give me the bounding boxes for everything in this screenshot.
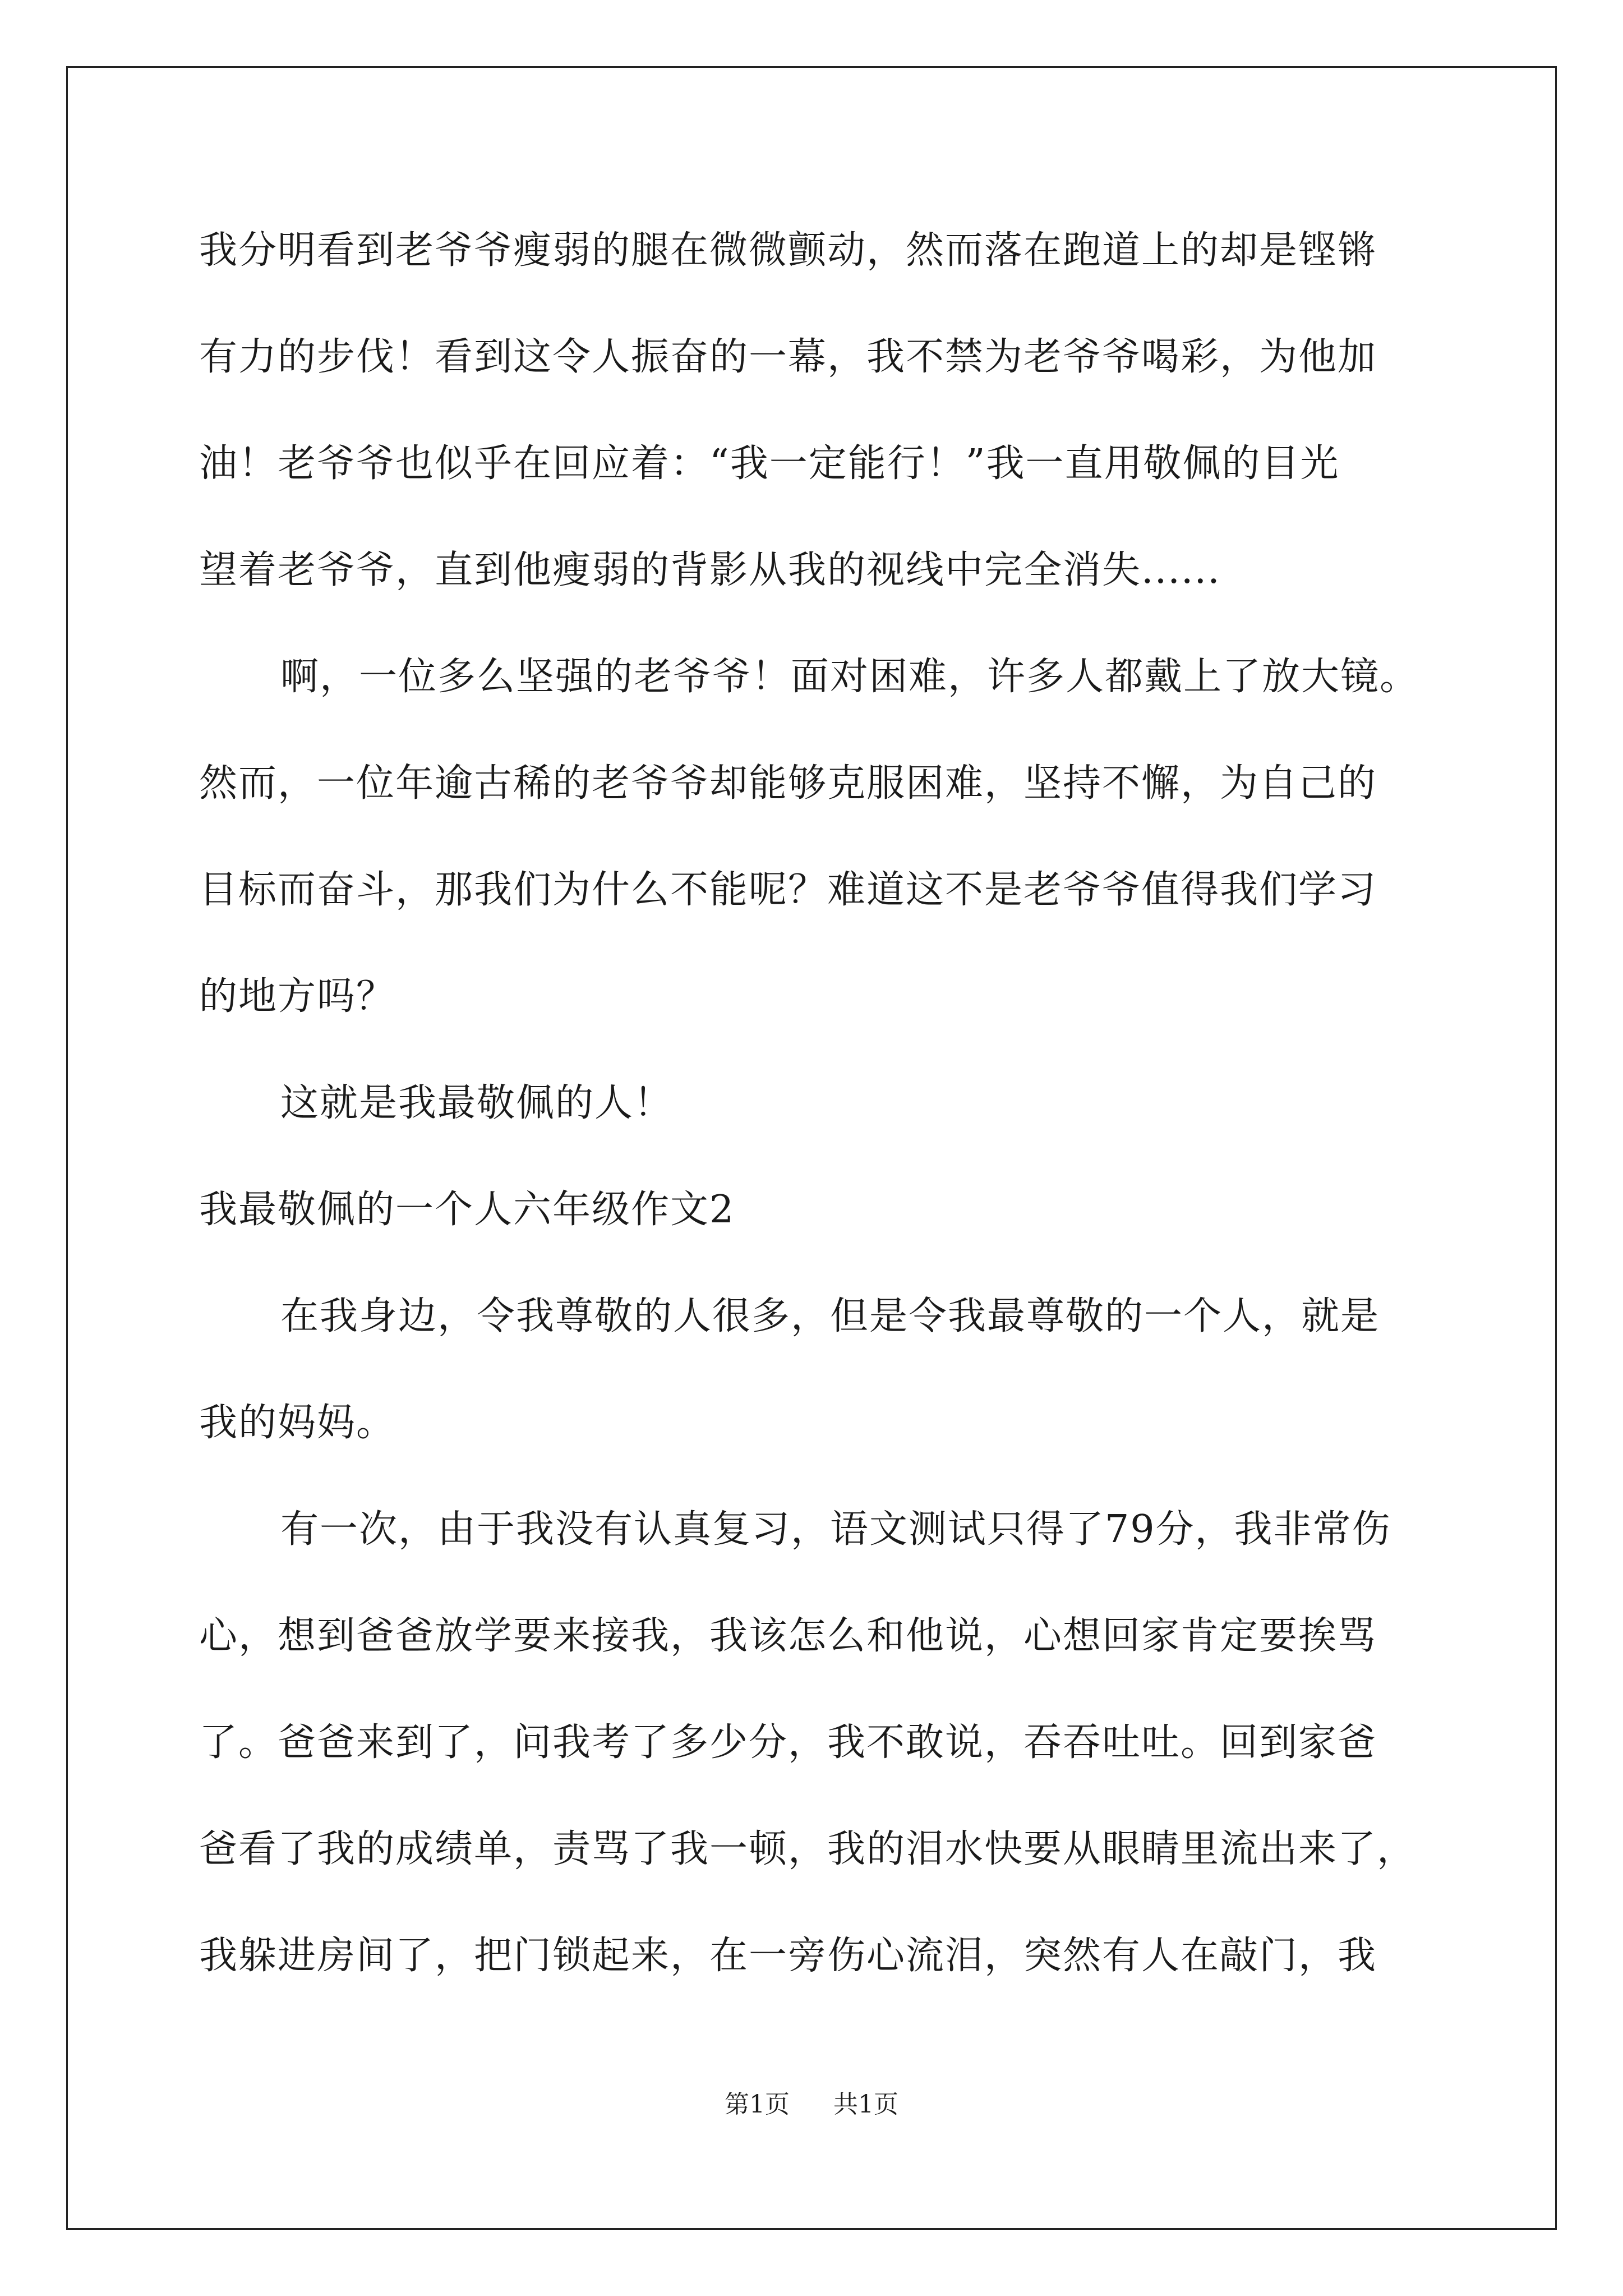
body-line-14: 心，想到爸爸放学要来接我，我该怎么和他说，心想回家肯定要挨骂 xyxy=(199,1614,1377,1658)
body-line-16: 爸看了我的成绩单，责骂了我一顿，我的泪水快要从眼睛里流出来了， xyxy=(199,1827,1417,1871)
body-line-12: 我的妈妈。 xyxy=(199,1401,396,1445)
page-border xyxy=(66,66,1557,2230)
body-line-2: 有力的步伐！看到这令人振奋的一幕，我不禁为老爷爷喝彩，为他加 xyxy=(199,335,1377,379)
section-heading: 我最敬佩的一个人六年级作文2 xyxy=(199,1188,735,1232)
body-line-17: 我躲进房间了，把门锁起来，在一旁伤心流泪，突然有人在敲门，我 xyxy=(199,1934,1377,1978)
body-line-6: 然而，一位年逾古稀的老爷爷却能够克服困难，坚持不懈，为自己的 xyxy=(199,761,1377,806)
body-line-15: 了。爸爸来到了，问我考了多少分，我不敢说，吞吞吐吐。回到家爸 xyxy=(199,1720,1377,1765)
body-line-9: 这就是我最敬佩的人！ xyxy=(280,1081,674,1125)
body-line-1: 我分明看到老爷爷瘦弱的腿在微微颤动，然而落在跑道上的却是铿锵 xyxy=(199,228,1377,273)
body-line-7: 目标而奋斗，那我们为什么不能呢？难道这不是老爷爷值得我们学习 xyxy=(199,868,1377,912)
page-number-total: 共1页 xyxy=(833,2090,898,2119)
body-line-11: 在我身边，令我尊敬的人很多，但是令我最尊敬的一个人，就是 xyxy=(280,1294,1380,1338)
body-line-5: 啊，一位多么坚强的老爷爷！面对困难，许多人都戴上了放大镜。 xyxy=(280,655,1419,699)
page-footer xyxy=(0,2088,1623,2122)
body-line-8: 的地方吗？ xyxy=(199,974,396,1019)
body-line-13: 有一次，由于我没有认真复习，语文测试只得了79分，我非常伤 xyxy=(280,1507,1391,1552)
page-number-current: 第1页 xyxy=(725,2090,790,2119)
body-line-4: 望着老爷爷，直到他瘦弱的背影从我的视线中完全消失...... xyxy=(199,548,1221,592)
body-line-3: 油！老爷爷也似乎在回应着：“我一定能行！”我一直用敬佩的目光 xyxy=(199,441,1340,486)
